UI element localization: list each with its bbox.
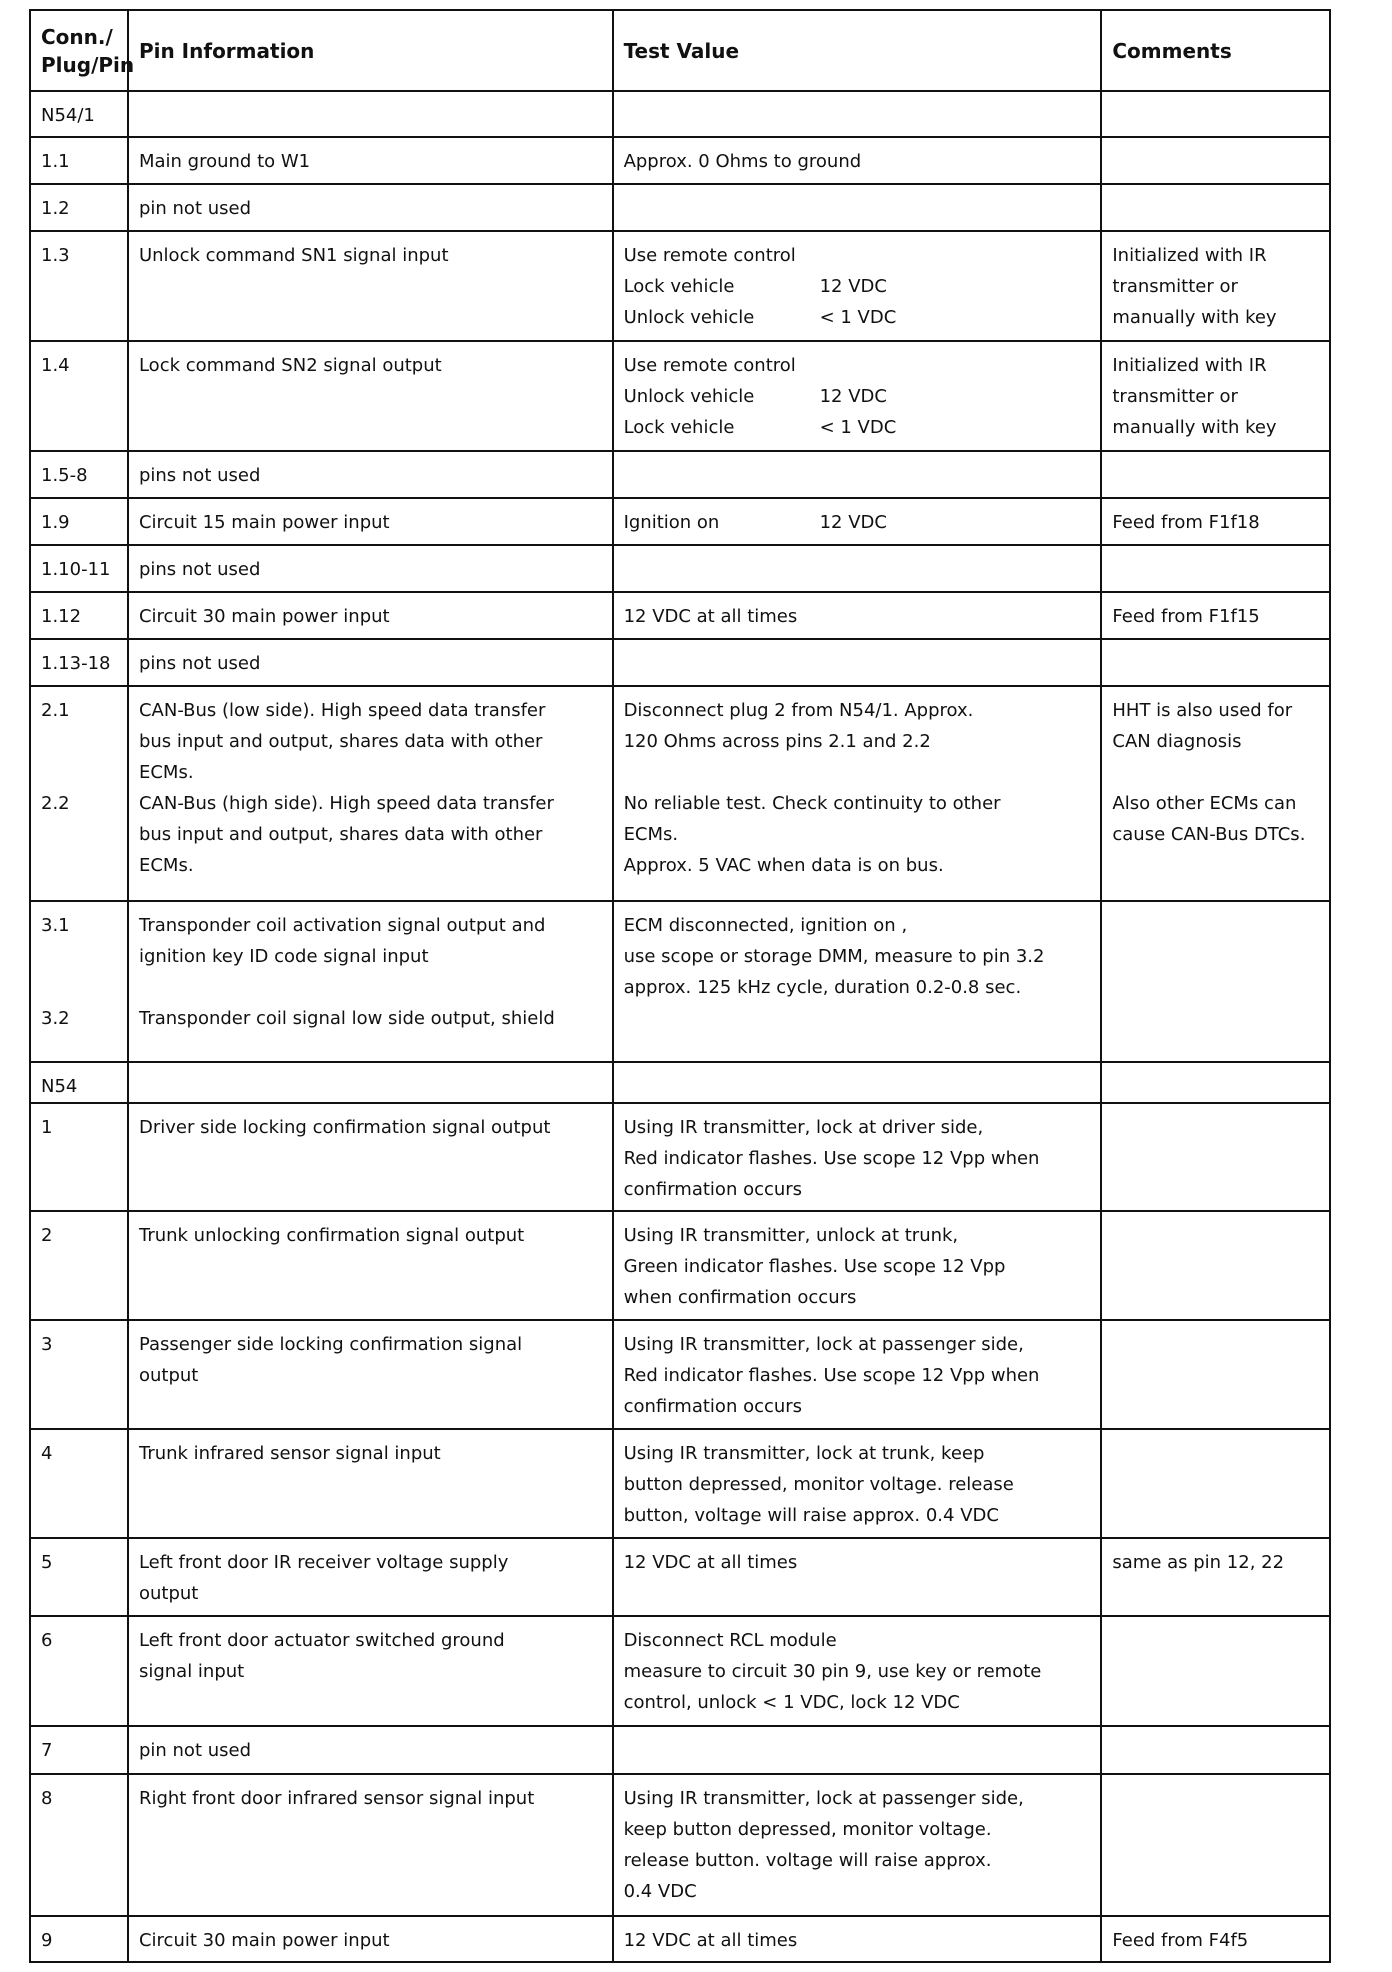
- cell-test: [613, 1211, 1102, 1320]
- header-comments: Comments: [1101, 10, 1330, 91]
- cell-line: ECMs.: [138, 855, 194, 876]
- cell-pin: [30, 1916, 128, 1962]
- cell-line: CAN-Bus (high side). High speed data transfer: [138, 793, 554, 814]
- cell-test: [613, 137, 1102, 184]
- table-row: [30, 137, 1330, 184]
- cell-line: Main ground to W1: [138, 151, 311, 172]
- cell-line: Trunk infrared sensor signal input: [138, 1443, 441, 1464]
- cell-pin: [30, 451, 128, 498]
- cell-comment: [1101, 1320, 1330, 1429]
- cell-test: [613, 901, 1102, 1062]
- cell-line: [41, 757, 117, 788]
- cell-test: [613, 1916, 1102, 1962]
- cell-line: Driver side locking confirmation signal output: [138, 1117, 551, 1138]
- cell-line: [624, 381, 1091, 412]
- cell-line: Feed from F4f5: [1112, 1930, 1249, 1951]
- table-row: [30, 184, 1330, 231]
- cell-line: [624, 302, 1091, 333]
- cell-pin: [30, 1103, 128, 1211]
- cell-info: [128, 1211, 613, 1320]
- cell-value: < 1 VDC: [819, 307, 897, 328]
- cell-line: signal input: [138, 1661, 245, 1682]
- cell-pin: [30, 184, 128, 231]
- cell-comment: [1101, 1062, 1330, 1103]
- cell-line: 0.4 VDC: [623, 1881, 697, 1902]
- cell-line: 3.1: [41, 915, 70, 936]
- cell-line: 6: [41, 1630, 53, 1651]
- cell-line: [41, 941, 117, 972]
- cell-pin: [30, 1538, 128, 1616]
- cell-test: [613, 1538, 1102, 1616]
- cell-info: [128, 1616, 613, 1726]
- cell-line: Feed from F1f18: [1112, 512, 1260, 533]
- cell-line: No reliable test. Check continuity to other: [623, 793, 1001, 814]
- cell-comment: [1101, 901, 1330, 1062]
- cell-pin: [30, 686, 128, 901]
- cell-line: 1.1: [41, 151, 70, 172]
- cell-pin: [30, 901, 128, 1062]
- cell-line: 4: [41, 1443, 53, 1464]
- table-row: [30, 1103, 1330, 1211]
- cell-line: 1.5-8: [41, 465, 88, 486]
- cell-value: 12 VDC: [819, 512, 887, 533]
- cell-info: [128, 1726, 613, 1774]
- cell-line: cause CAN-Bus DTCs.: [1112, 824, 1306, 845]
- cell-test: [613, 592, 1102, 639]
- cell-pin: [30, 1211, 128, 1320]
- cell-line: measure to circuit 30 pin 9, use key or remote: [623, 1661, 1042, 1682]
- cell-line: ECM disconnected, ignition on ,: [623, 915, 908, 936]
- cell-line: button, voltage will raise approx. 0.4 VDC: [623, 1505, 999, 1526]
- cell-line: output: [138, 1365, 199, 1386]
- cell-line: control, unlock < 1 VDC, lock 12 VDC: [623, 1692, 960, 1713]
- cell-line: Using IR transmitter, lock at passenger side,: [623, 1334, 1024, 1355]
- cell-line: Disconnect plug 2 from N54/1. Approx.: [623, 700, 974, 721]
- cell-comment: [1101, 545, 1330, 592]
- cell-line: keep button depressed, monitor voltage.: [623, 1819, 992, 1840]
- cell-line: Circuit 30 main power input: [138, 606, 390, 627]
- cell-comment: [1101, 1774, 1330, 1916]
- cell-line: Passenger side locking confirmation signal: [138, 1334, 523, 1355]
- cell-line: 1.13-18: [41, 653, 111, 674]
- cell-comment: [1101, 592, 1330, 639]
- cell-line: Red indicator flashes. Use scope 12 Vpp when: [623, 1365, 1040, 1386]
- cell-value: Lock vehicle: [623, 276, 735, 297]
- cell-line: Using IR transmitter, lock at driver side,: [623, 1117, 984, 1138]
- cell-value: < 1 VDC: [819, 417, 897, 438]
- cell-line: Feed from F1f15: [1112, 606, 1260, 627]
- table-row: [30, 545, 1330, 592]
- cell-info: [128, 451, 613, 498]
- table-row: [30, 498, 1330, 545]
- cell-info: [128, 639, 613, 686]
- table-row: [30, 1726, 1330, 1774]
- cell-line: 12 VDC at all times: [623, 606, 798, 627]
- cell-comment: [1101, 1538, 1330, 1616]
- cell-line: Approx. 0 Ohms to ground: [623, 151, 862, 172]
- cell-line: Lock command SN2 signal output: [138, 355, 442, 376]
- cell-info: [128, 1320, 613, 1429]
- table-row: [30, 1538, 1330, 1616]
- cell-test: [613, 1774, 1102, 1916]
- cell-info: [128, 901, 613, 1062]
- cell-comment: [1101, 1916, 1330, 1962]
- table-row: [30, 451, 1330, 498]
- cell-line: pin not used: [138, 198, 252, 219]
- cell-test: [613, 451, 1102, 498]
- cell-test: [613, 1726, 1102, 1774]
- cell-line: CAN diagnosis: [1112, 731, 1242, 752]
- cell-test: [613, 1062, 1102, 1103]
- cell-line: Green indicator flashes. Use scope 12 Vpp: [623, 1256, 1006, 1277]
- cell-test: [613, 1616, 1102, 1726]
- cell-pin: [30, 1726, 128, 1774]
- cell-line: 9: [41, 1930, 53, 1951]
- cell-line: 1.4: [41, 355, 70, 376]
- cell-comment: [1101, 1429, 1330, 1538]
- cell-pin: [30, 341, 128, 451]
- table-row: [30, 1916, 1330, 1962]
- cell-line: confirmation occurs: [623, 1179, 803, 1200]
- cell-line: approx. 125 kHz cycle, duration 0.2-0.8 sec.: [623, 977, 1022, 998]
- table-row: [30, 1062, 1330, 1103]
- table-row: [30, 686, 1330, 901]
- cell-info: [128, 1429, 613, 1538]
- cell-line: pin not used: [138, 1740, 252, 1761]
- cell-line: Transponder coil activation signal output and: [138, 915, 546, 936]
- cell-line: bus input and output, shares data with other: [138, 824, 543, 845]
- cell-info: [128, 1774, 613, 1916]
- cell-line: 2.1: [41, 700, 70, 721]
- cell-line: Unlock command SN1 signal input: [138, 245, 449, 266]
- cell-line: when confirmation occurs: [623, 1287, 857, 1308]
- cell-comment: [1101, 451, 1330, 498]
- cell-comment: [1101, 1211, 1330, 1320]
- cell-line: [624, 757, 1091, 788]
- cell-value: Unlock vehicle: [623, 386, 755, 407]
- cell-comment: [1101, 137, 1330, 184]
- cell-test: [613, 91, 1102, 137]
- cell-line: pins not used: [138, 653, 261, 674]
- cell-pin: [30, 592, 128, 639]
- cell-line: manually with key: [1112, 417, 1277, 438]
- cell-comment: [1101, 686, 1330, 901]
- cell-line: [624, 412, 1091, 443]
- cell-pin: [30, 137, 128, 184]
- cell-info: [128, 137, 613, 184]
- cell-line: manually with key: [1112, 307, 1277, 328]
- cell-line: [41, 726, 117, 757]
- cell-line: Left front door actuator switched ground: [138, 1630, 505, 1651]
- cell-line: Left front door IR receiver voltage supply: [138, 1552, 509, 1573]
- cell-pin: [30, 1062, 128, 1103]
- cell-line: use scope or storage DMM, measure to pin 3.2: [623, 946, 1045, 967]
- cell-line: 12 VDC at all times: [623, 1552, 798, 1573]
- cell-line: [1112, 757, 1319, 788]
- cell-line: Trunk unlocking confirmation signal output: [138, 1225, 525, 1246]
- cell-comment: [1101, 639, 1330, 686]
- table-row: [30, 341, 1330, 451]
- cell-line: [624, 507, 1091, 538]
- cell-line: Right front door infrared sensor signal input: [138, 1788, 535, 1809]
- table-row: [30, 1211, 1330, 1320]
- cell-value: Unlock vehicle: [623, 307, 755, 328]
- cell-line: Use remote control: [623, 355, 796, 376]
- cell-line: 3.2: [41, 1008, 70, 1029]
- cell-info: [128, 231, 613, 341]
- cell-line: 8: [41, 1788, 53, 1809]
- cell-line: transmitter or: [1112, 386, 1238, 407]
- cell-info: [128, 341, 613, 451]
- cell-pin: [30, 545, 128, 592]
- table-row: [30, 592, 1330, 639]
- cell-test: [613, 1320, 1102, 1429]
- cell-line: N54: [41, 1076, 78, 1097]
- cell-test: [613, 686, 1102, 901]
- table-row: [30, 639, 1330, 686]
- cell-value: 12 VDC: [819, 276, 887, 297]
- cell-line: Using IR transmitter, lock at trunk, keep: [623, 1443, 985, 1464]
- cell-info: [128, 91, 613, 137]
- cell-info: [128, 1062, 613, 1103]
- cell-comment: [1101, 231, 1330, 341]
- cell-line: Circuit 30 main power input: [138, 1930, 390, 1951]
- cell-line: 120 Ohms across pins 2.1 and 2.2: [623, 731, 931, 752]
- cell-info: [128, 592, 613, 639]
- cell-pin: [30, 498, 128, 545]
- cell-line: transmitter or: [1112, 276, 1238, 297]
- cell-line: 1.10-11: [41, 559, 111, 580]
- cell-pin: [30, 91, 128, 137]
- cell-info: [128, 498, 613, 545]
- header-row: [30, 10, 1330, 91]
- cell-line: Use remote control: [623, 245, 796, 266]
- table-row: [30, 91, 1330, 137]
- table-row: [30, 1429, 1330, 1538]
- cell-line: 1.9: [41, 512, 70, 533]
- cell-line: confirmation occurs: [623, 1396, 803, 1417]
- cell-line: 1.3: [41, 245, 70, 266]
- cell-test: [613, 184, 1102, 231]
- table-body: [30, 91, 1330, 1962]
- cell-test: [613, 231, 1102, 341]
- cell-line: [139, 972, 602, 1003]
- cell-line: Red indicator flashes. Use scope 12 Vpp when: [623, 1148, 1040, 1169]
- cell-comment: [1101, 1616, 1330, 1726]
- table-row: [30, 1320, 1330, 1429]
- cell-line: 2: [41, 1225, 53, 1246]
- header-pin-information: Pin Information: [128, 10, 613, 91]
- cell-line: [624, 271, 1091, 302]
- cell-line: ECMs.: [623, 824, 679, 845]
- cell-info: [128, 1103, 613, 1211]
- cell-comment: [1101, 341, 1330, 451]
- cell-line: Initialized with IR: [1112, 355, 1267, 376]
- cell-line: ECMs.: [138, 762, 194, 783]
- cell-line: output: [138, 1583, 199, 1604]
- cell-comment: [1101, 184, 1330, 231]
- cell-comment: [1101, 91, 1330, 137]
- cell-line: button depressed, monitor voltage. release: [623, 1474, 1014, 1495]
- cell-line: pins not used: [138, 465, 261, 486]
- cell-line: release button. voltage will raise approx.: [623, 1850, 992, 1871]
- cell-line: same as pin 12, 22: [1112, 1552, 1285, 1573]
- cell-info: [128, 545, 613, 592]
- cell-line: 5: [41, 1552, 53, 1573]
- cell-info: [128, 1538, 613, 1616]
- cell-line: CAN-Bus (low side). High speed data transfer: [138, 700, 546, 721]
- cell-line: Approx. 5 VAC when data is on bus.: [623, 855, 944, 876]
- cell-line: bus input and output, shares data with other: [138, 731, 543, 752]
- cell-line: pins not used: [138, 559, 261, 580]
- cell-line: HHT is also used for: [1112, 700, 1293, 721]
- cell-line: 3: [41, 1334, 53, 1355]
- cell-pin: [30, 1429, 128, 1538]
- pin-table: [29, 9, 1331, 1963]
- table-row: [30, 231, 1330, 341]
- table-row: [30, 1616, 1330, 1726]
- cell-line: Using IR transmitter, unlock at trunk,: [623, 1225, 959, 1246]
- cell-test: [613, 1103, 1102, 1211]
- cell-line: 1.2: [41, 198, 70, 219]
- cell-test: [613, 341, 1102, 451]
- cell-info: [128, 184, 613, 231]
- cell-pin: [30, 639, 128, 686]
- cell-line: [41, 972, 117, 1003]
- table-row: [30, 901, 1330, 1062]
- cell-line: N54/1: [41, 105, 95, 126]
- cell-comment: [1101, 1726, 1330, 1774]
- cell-pin: [30, 231, 128, 341]
- cell-comment: [1101, 1103, 1330, 1211]
- header-test-value: Test Value: [613, 10, 1102, 91]
- cell-line: Also other ECMs can: [1112, 793, 1297, 814]
- cell-pin: [30, 1320, 128, 1429]
- cell-line: Initialized with IR: [1112, 245, 1267, 266]
- table-row: [30, 1774, 1330, 1916]
- cell-line: Disconnect RCL module: [623, 1630, 837, 1651]
- cell-test: [613, 1429, 1102, 1538]
- cell-line: 1.12: [41, 606, 82, 627]
- cell-info: [128, 686, 613, 901]
- cell-test: [613, 545, 1102, 592]
- cell-line: 12 VDC at all times: [623, 1930, 798, 1951]
- cell-test: [613, 639, 1102, 686]
- cell-value: 12 VDC: [819, 386, 887, 407]
- cell-pin: [30, 1616, 128, 1726]
- cell-pin: [30, 1774, 128, 1916]
- cell-line: Circuit 15 main power input: [138, 512, 390, 533]
- header-pin: Conn./ Plug/Pin: [30, 10, 128, 91]
- cell-info: [128, 1916, 613, 1962]
- cell-line: Transponder coil signal low side output, shield: [138, 1008, 555, 1029]
- cell-line: ignition key ID code signal input: [138, 946, 429, 967]
- cell-value: Ignition on: [623, 512, 720, 533]
- cell-test: [613, 498, 1102, 545]
- cell-line: 1: [41, 1117, 53, 1138]
- cell-line: 7: [41, 1740, 53, 1761]
- cell-line: 2.2: [41, 793, 70, 814]
- cell-comment: [1101, 498, 1330, 545]
- cell-line: Using IR transmitter, lock at passenger side,: [623, 1788, 1024, 1809]
- cell-value: Lock vehicle: [623, 417, 735, 438]
